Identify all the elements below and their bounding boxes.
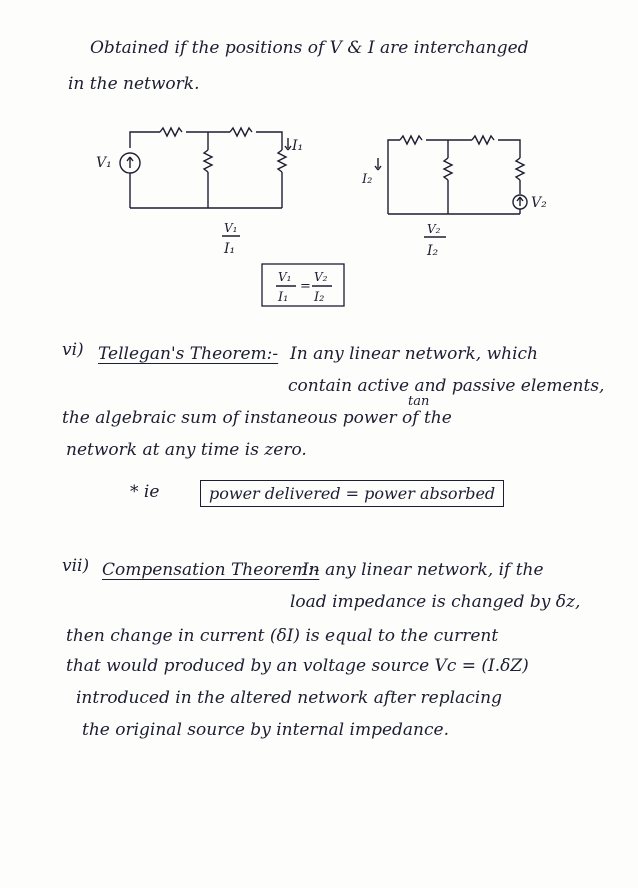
right-shunt-resistor bbox=[444, 158, 452, 180]
right-circuit bbox=[375, 136, 527, 214]
tellegen-insert-mark: tan bbox=[408, 394, 430, 409]
tellegen-number: vi) bbox=[62, 340, 84, 360]
right-series-resistor-2 bbox=[472, 136, 494, 144]
left-circuit bbox=[120, 128, 291, 208]
tellegen-line-1: In any linear network, which bbox=[290, 344, 538, 364]
compensation-line-4: that would produced by an voltage source Vc = (I.δZ) bbox=[66, 656, 529, 676]
compensation-number: vii) bbox=[62, 556, 90, 576]
left-series-resistor-1 bbox=[160, 128, 182, 136]
compensation-title: Compensation Theorem:- bbox=[102, 560, 320, 580]
tellegen-note-prefix: * ie bbox=[130, 482, 160, 502]
right-ratio-numerator: V₂ bbox=[427, 222, 441, 236]
right-current-label: I₂ bbox=[362, 172, 373, 187]
right-series-resistor-1 bbox=[400, 136, 422, 144]
left-current-label: I₁ bbox=[292, 138, 304, 154]
tellegen-boxed-text: power delivered = power absorbed bbox=[209, 484, 496, 503]
right-load-resistor bbox=[516, 158, 524, 180]
tellegen-line-3: the algebraic sum of instaneous power of the bbox=[62, 408, 452, 428]
right-ratio-denominator: I₂ bbox=[427, 243, 439, 259]
left-load-resistor bbox=[278, 150, 286, 172]
boxed-eq-equals: = bbox=[300, 279, 311, 294]
left-shunt-resistor bbox=[204, 150, 212, 172]
intro-line-1: Obtained if the positions of V & I are interchanged bbox=[90, 38, 529, 58]
boxed-eq-right-numerator: V₂ bbox=[314, 270, 328, 284]
boxed-eq-right-denominator: I₂ bbox=[314, 290, 325, 305]
tellegen-title: Tellegan's Theorem:- bbox=[98, 344, 279, 364]
compensation-line-5: introduced in the altered network after replacing bbox=[76, 688, 502, 708]
tellegen-boxed-statement bbox=[200, 480, 504, 507]
tellegen-line-2: contain active and passive elements, bbox=[288, 376, 605, 396]
tellegen-line-4: network at any time is zero. bbox=[66, 440, 307, 460]
compensation-line-1: In any linear network, if the bbox=[302, 560, 544, 580]
intro-line-2: in the network. bbox=[68, 74, 200, 94]
right-source-label: V₂ bbox=[531, 195, 547, 211]
left-source-label: V₁ bbox=[96, 155, 112, 171]
boxed-eq-left-numerator: V₁ bbox=[278, 270, 292, 284]
boxed-eq-left-denominator: I₁ bbox=[278, 290, 289, 305]
compensation-line-3: then change in current (δI) is equal to the current bbox=[66, 626, 499, 646]
compensation-line-2: load impedance is changed by δz, bbox=[290, 592, 581, 612]
left-ratio-numerator: V₁ bbox=[224, 221, 238, 235]
left-ratio-denominator: I₁ bbox=[224, 241, 236, 257]
left-series-resistor-2 bbox=[230, 128, 252, 136]
compensation-line-6: the original source by internal impedance. bbox=[82, 720, 449, 740]
reciprocity-circuits-diagram bbox=[0, 0, 638, 320]
